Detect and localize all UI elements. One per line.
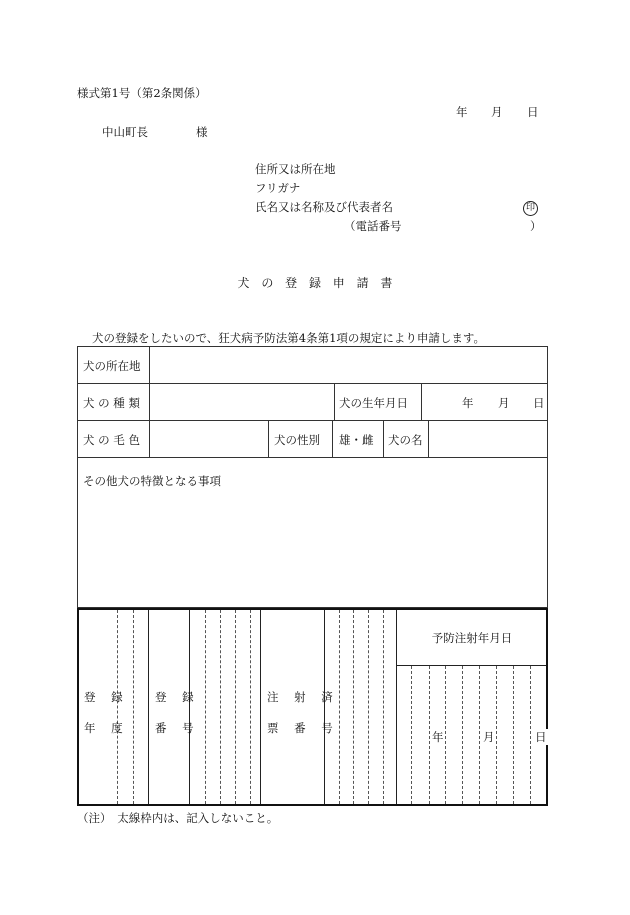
phone-label: （電話番号 bbox=[344, 219, 402, 233]
breed-label: 犬 の 種 類 bbox=[83, 396, 140, 410]
coat-field[interactable] bbox=[155, 425, 263, 453]
other-features-field[interactable] bbox=[83, 492, 543, 600]
birth-year-label: 年 bbox=[462, 396, 474, 410]
injection-tag-label-1: 注 射 済 bbox=[267, 690, 339, 704]
birth-day-label: 日 bbox=[533, 396, 545, 410]
vaccination-date-label: 予防注射年月日 bbox=[431, 631, 513, 645]
date-month-label: 月 bbox=[491, 105, 503, 119]
intro-text: 犬の登録をしたいので、狂犬病予防法第4条第1項の規定により申請します。 bbox=[92, 331, 485, 345]
birthdate-label: 犬の生年月日 bbox=[339, 396, 408, 410]
vaccination-day-label: 日 bbox=[535, 730, 547, 744]
honorific: 様 bbox=[196, 125, 208, 139]
other-features-label: その他犬の特徴となる事項 bbox=[83, 474, 221, 488]
applicant-name-label: 氏名又は名称及び代表者名 bbox=[255, 200, 393, 214]
seal-glyph: 印 bbox=[523, 201, 538, 216]
application-table bbox=[77, 346, 548, 608]
furigana-label: フリガナ bbox=[255, 181, 301, 195]
reg-number-label-2: 番 号 bbox=[155, 721, 200, 735]
phone-close: ） bbox=[530, 219, 542, 233]
seal-mark bbox=[523, 199, 538, 216]
dog-name-field[interactable] bbox=[433, 425, 543, 453]
location-field[interactable] bbox=[155, 351, 543, 379]
vaccination-month-label: 月 bbox=[483, 730, 495, 744]
form-number: 様式第1号（第2条関係） bbox=[77, 86, 207, 100]
reg-number-label-1: 登 録 bbox=[155, 690, 200, 704]
date-year-label: 年 bbox=[456, 105, 468, 119]
sex-label: 犬の性別 bbox=[274, 433, 320, 447]
reg-year-label-2: 年 度 bbox=[84, 721, 129, 735]
birth-month-label: 月 bbox=[498, 396, 510, 410]
dog-name-label: 犬の名 bbox=[388, 433, 423, 447]
document-title: 犬 の 登 録 申 請 書 bbox=[237, 276, 393, 290]
breed-field[interactable] bbox=[155, 387, 329, 415]
address-label: 住所又は所在地 bbox=[255, 162, 336, 176]
date-day-label: 日 bbox=[527, 105, 539, 119]
vaccination-year-label: 年 bbox=[432, 730, 444, 744]
reg-year-label-1: 登 録 bbox=[84, 690, 129, 704]
office-use-table bbox=[77, 608, 548, 806]
addressee: 中山町長 bbox=[102, 125, 148, 139]
injection-tag-label-2: 票 番 号 bbox=[267, 721, 339, 735]
location-label: 犬の所在地 bbox=[83, 359, 141, 373]
coat-label: 犬 の 毛 色 bbox=[83, 433, 140, 447]
sex-value[interactable]: 雄・雌 bbox=[339, 433, 374, 447]
footnote: （注） 太線枠内は、記入しないこと。 bbox=[77, 811, 279, 825]
